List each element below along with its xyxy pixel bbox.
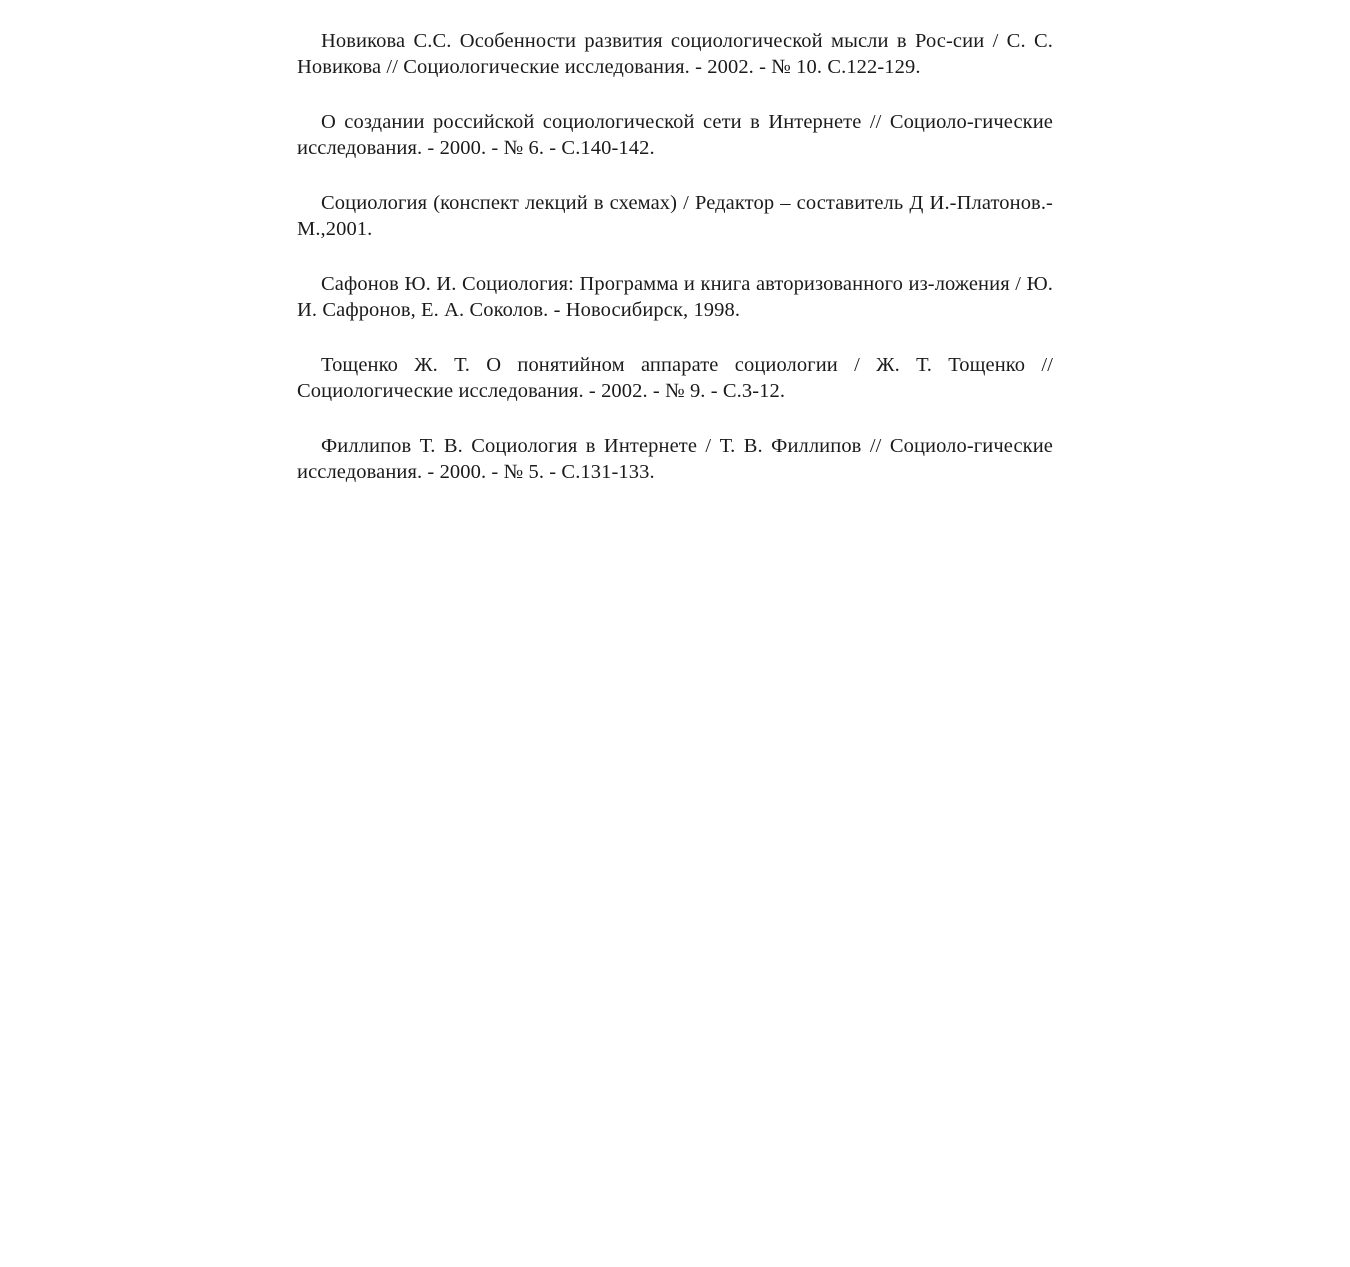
bibliography-page (297, 28, 1053, 514)
reference-entry: Тощенко Ж. Т. О понятийном аппарате социологии / Ж. Т. Тощенко // Социологические исследования. - 2002. - № 9. - С.3-12. (297, 354, 1053, 402)
reference-entry: Филлипов Т. В. Социология в Интернете / Т. В. Филлипов // Социоло-гические исследования. - 2000. - № 5. - С.131-133. (297, 435, 1053, 483)
reference-entry: Новикова С.С. Особенности развития социологической мысли в Рос-сии / С. С. Новикова // Социологические исследования. - 2002. - № 10. С.122-129. (297, 30, 1053, 78)
reference-entry: Сафонов Ю. И. Социология: Программа и книга авторизованного из-ложения / Ю. И. Сафронов, Е. А. Соколов. - Новосибирск, 1998. (297, 273, 1053, 321)
reference-entry: Социология (конспект лекций в схемах) / Редактор – составитель Д И.-Платонов.- М.,2001. (297, 192, 1053, 240)
reference-entry: О создании российской социологической сети в Интернете // Социоло-гические исследования. - 2000. - № 6. - С.140-142. (297, 111, 1053, 159)
